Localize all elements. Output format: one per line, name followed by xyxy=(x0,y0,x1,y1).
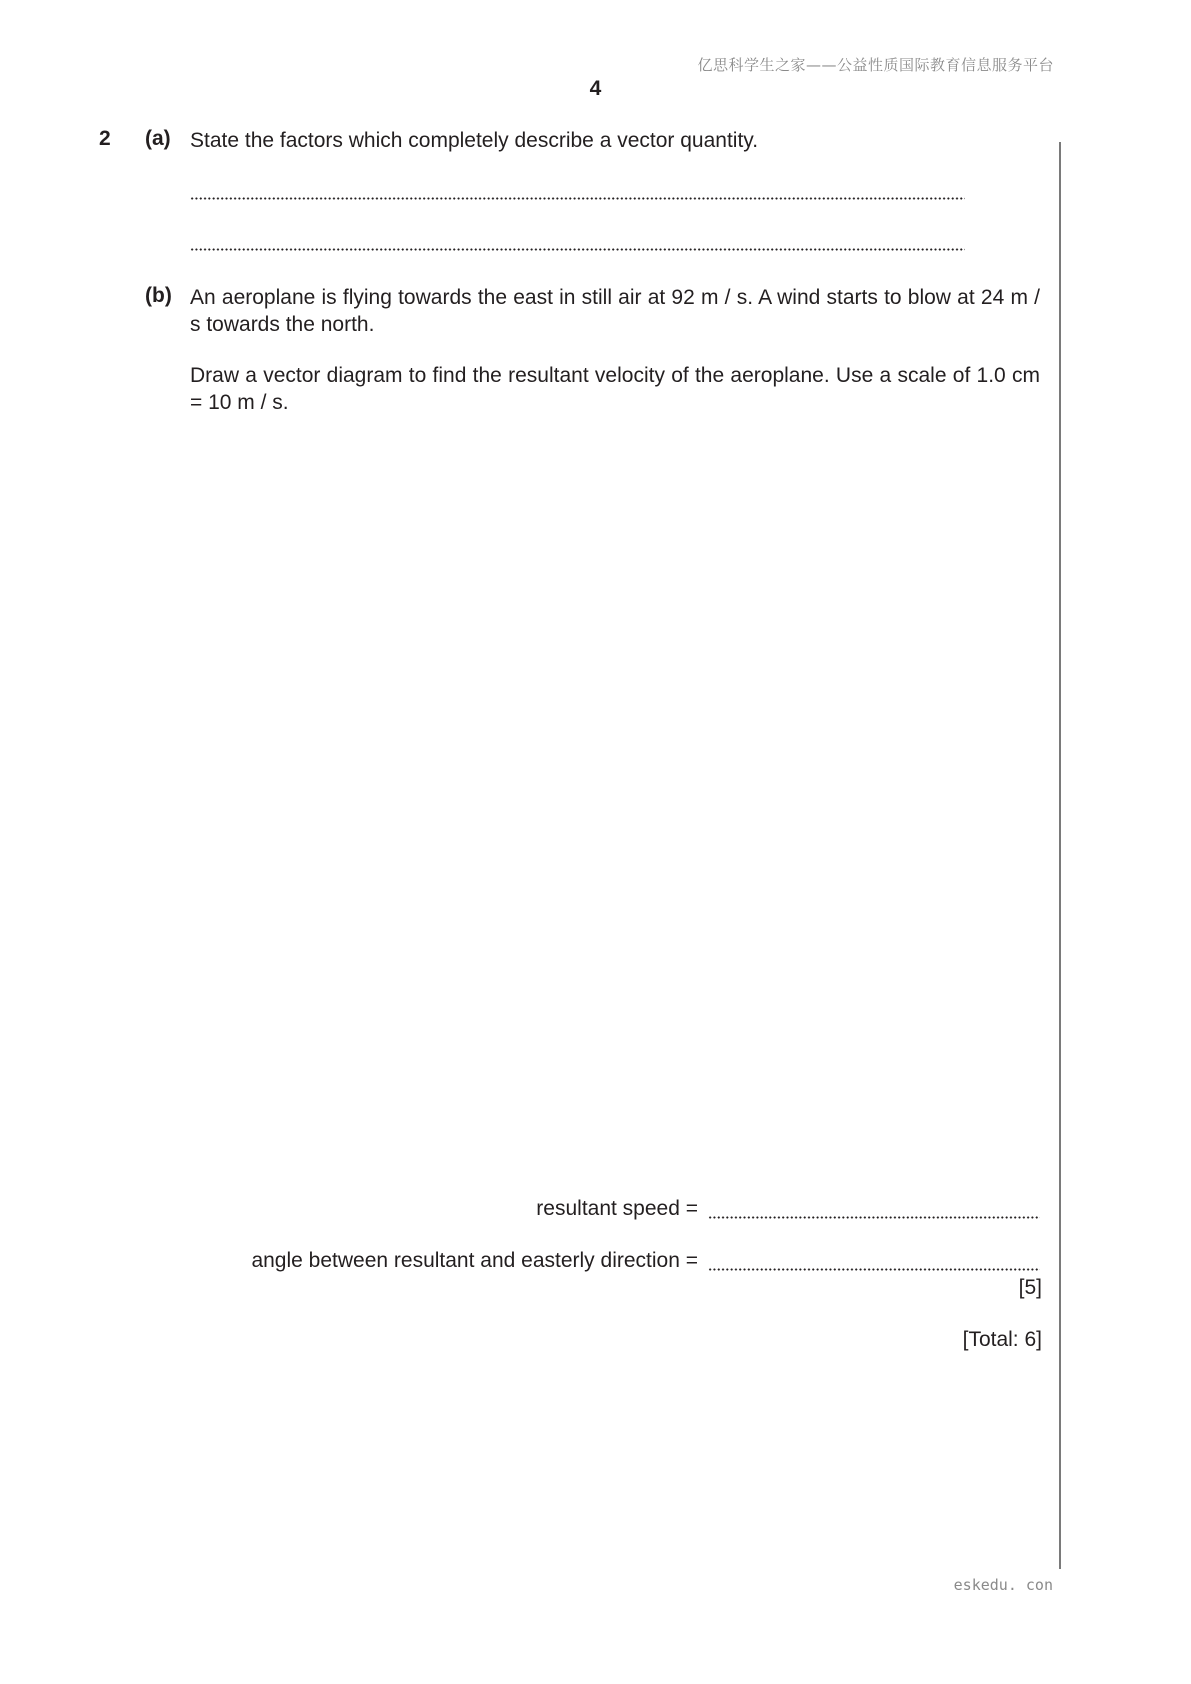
part-b-p2-line1: Draw a vector diagram to find the resultant velocity of the aeroplane. Use a scale of xyxy=(190,364,971,387)
answer-line-a2[interactable] xyxy=(190,248,965,251)
part-a-label: (a) xyxy=(145,127,171,150)
resultant-speed-answer-line[interactable] xyxy=(708,1216,1040,1219)
page-number: 4 xyxy=(589,77,602,100)
part-b-p1-line2: 24 m / s towards the north. xyxy=(190,286,1040,336)
total-marks: [Total: 6] xyxy=(962,1328,1042,1351)
footer-watermark: eskedu. con xyxy=(953,1576,1053,1594)
diagram-working-area[interactable] xyxy=(190,430,1040,1170)
part-b-label: (b) xyxy=(145,284,172,307)
part-a-question: State the factors which completely describe a vector quantity. xyxy=(190,129,759,152)
margin-line xyxy=(1059,142,1061,1569)
part-b-paragraph-1 xyxy=(190,284,1040,338)
part-b-p1-line1: An aeroplane is flying towards the east in still air at 92 m / s. A wind starts to blow at xyxy=(190,286,975,309)
part-b-paragraph-2 xyxy=(190,362,1040,416)
question-number: 2 xyxy=(99,127,111,150)
angle-answer-line[interactable] xyxy=(708,1268,1040,1271)
angle-label: angle between resultant and easterly direction = xyxy=(251,1249,698,1272)
answer-line-a1[interactable] xyxy=(190,197,965,200)
part-b-marks: [5] xyxy=(1018,1276,1042,1299)
resultant-speed-label: resultant speed = xyxy=(536,1197,698,1220)
part-b-p2-line2: 1.0 cm = 10 m / s. xyxy=(190,364,1040,414)
header-watermark: 亿思科学生之家——公益性质国际教育信息服务平台 xyxy=(697,56,1054,74)
